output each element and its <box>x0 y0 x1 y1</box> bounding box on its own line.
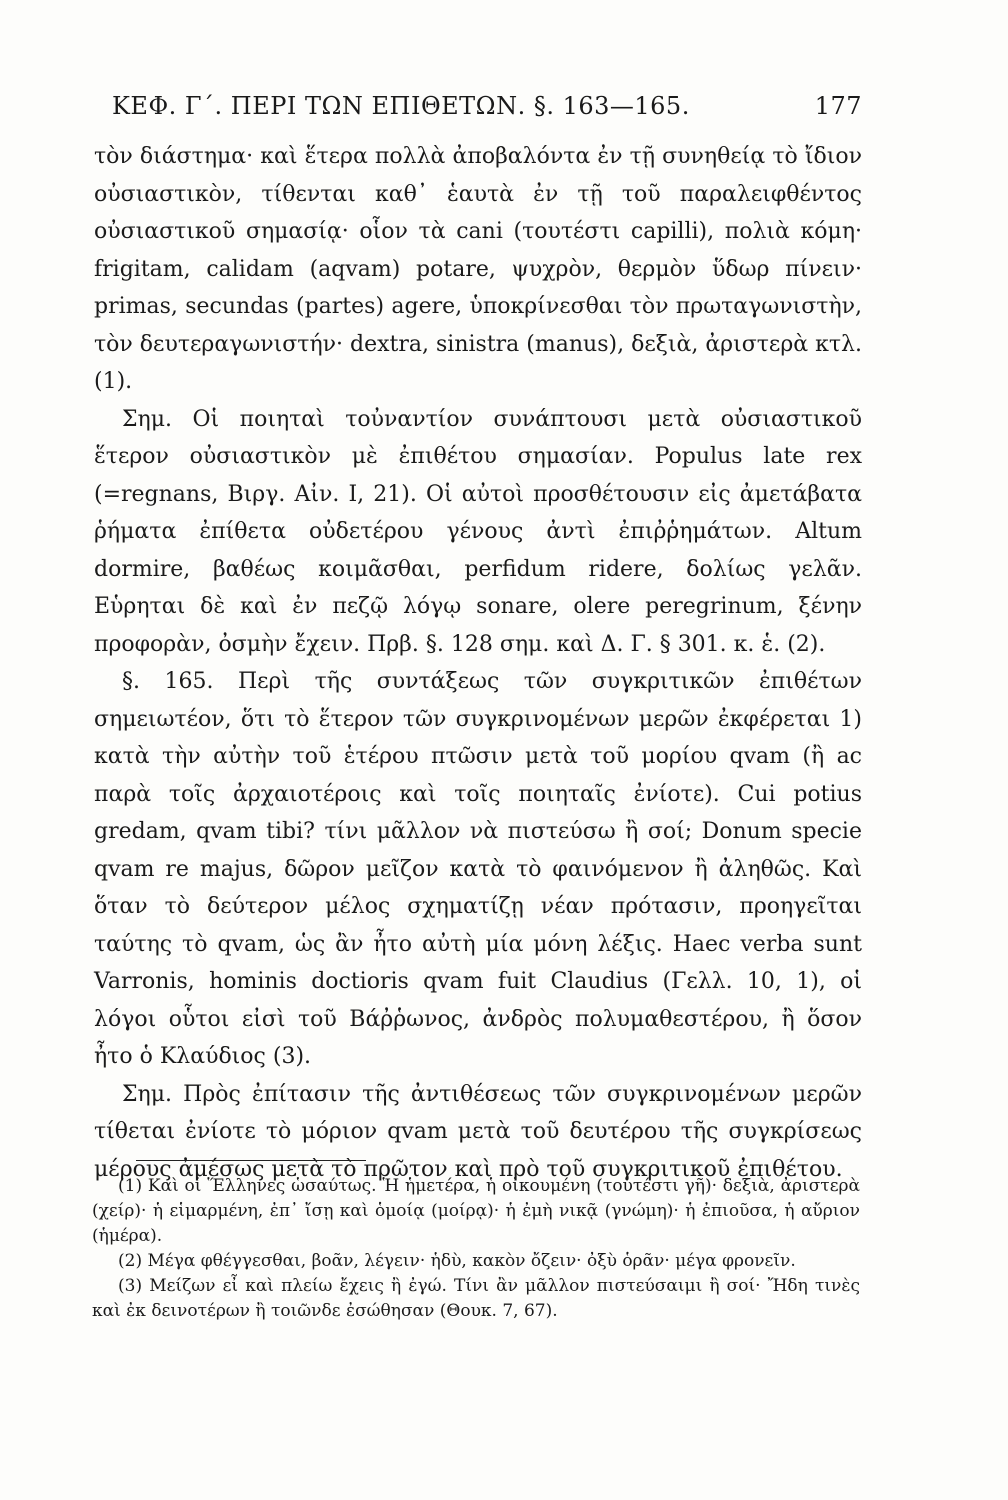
paragraph-continuation: τὸν διάστημα· καὶ ἕτερα πολλὰ ἀποβαλόντα ἐν τῇ συνηθείᾳ τὸ ἴδιον οὐσιαστικὸν, τίθενται καθ᾽ ἑαυτὰ ἐν τῇ τοῦ παραλειφθέντος οὐσιαστικοῦ σημασίᾳ· οἷον τὰ cani (τουτέστι capilli), πολιὰ κόμη· frigitam, calidam (aqvam) potare, ψυχρὸν, θερμὸν ὕδωρ πίνειν· primas, secundas (partes) agere, ὑποκρίνεσθαι τὸν πρωταγωνιστὴν, τὸν δευτεραγωνιστήν· dextra, sinistra (manus), δεξιὰ, ἀριστερὰ κτλ. (1). <box>94 144 862 394</box>
running-title: ΚΕΦ. Γ΄. ΠΕΡΙ ΤΩΝ ΕΠΙΘΕΤΩΝ. §. 163—165. <box>112 92 690 120</box>
paragraph-note-qvam: Σημ. Πρὸς ἐπίτασιν τῆς ἀντιθέσεως τῶν συγκρινομένων μερῶν τίθεται ἐνίοτε τὸ μόριον qvam μετὰ τοῦ δευτέρου τῆς συγκρίσεως μέρους ἀμέσως μετὰ τὸ πρῶτον καὶ πρὸ τοῦ συγκριτικοῦ ἐπιθέτου. <box>94 1081 862 1182</box>
page-header <box>92 92 862 132</box>
book-page <box>92 86 882 1386</box>
footnote-divider <box>136 1160 366 1161</box>
page-number: 177 <box>814 92 862 120</box>
footnotes <box>92 1174 860 1324</box>
main-text <box>94 138 862 1188</box>
paragraph-section-165: §. 165. Περὶ τῆς συντάξεως τῶν συγκριτικῶν ἐπιθέτων σημειωτέον, ὅτι τὸ ἕτερον τῶν συγκρινομένων μερῶν ἐκφέρεται 1) κατὰ τὴν αὐτὴν τοῦ ἑτέρου πτῶσιν μετὰ τοῦ μορίου qvam (ἢ ac παρὰ τοῖς ἀρχαιοτέροις καὶ τοῖς ποιηταῖς ἐνίοτε). Cui potius gredam, qvam tibi? τίνι μᾶλλον νὰ πιστεύσω ἢ σοί; Donum specie qvam re majus, δῶρον μεῖζον κατὰ τὸ φαινόμενον ἢ ἀληθῶς. Καὶ ὅταν τὸ δεύτερον μέλος σχηματίζῃ νέαν πρότασιν, προηγεῖται ταύτης τὸ qvam, ὡς ἂν ἦτο αὐτὴ μία μόνη λέξις. Haec verba sunt Varronis, hominis doctioris qvam fuit Claudius (Γελλ. 10, 1), οἱ λόγοι οὗτοι εἰσὶ τοῦ Βάῤῥωνος, ἀνδρὸς πολυμαθεστέρου, ἢ ὅσον ἦτο ὁ Κλαύδιος (3). <box>94 669 862 1069</box>
footnote-3: (3) Μείζων εἶ καὶ πλείω ἔχεις ἢ ἐγώ. Τίνι ἂν μᾶλλον πιστεύσαιμι ἢ σοί· Ἤδη τινὲς καὶ ἐκ δεινοτέρων ἢ τοιῶνδε ἐσώθησαν (Θουκ. 7, 67). <box>92 1276 860 1321</box>
paragraph-note-poets: Σημ. Οἱ ποιηταὶ τοὐναντίον συνάπτουσι μετὰ οὐσιαστικοῦ ἕτερον οὐσιαστικὸν μὲ ἐπιθέτου σημασίαν. Populus late rex (=regnans, Βιργ. Αἰν. I, 21). Οἱ αὐτοὶ προσθέτουσιν εἰς ἀμετάβατα ῥήματα ἐπίθετα οὐδετέρου γένους ἀντὶ ἐπιῤῥημάτων. Altum dormire, βαθέως κοιμᾶσθαι, perfidum ridere, δολίως γελᾶν. Εὑρηται δὲ καὶ ἐν πεζῷ λόγῳ sonare, olere peregrinum, ξένην προφορὰν, ὀσμὴν ἔχειν. Πρβ. §. 128 σημ. καὶ Δ. Γ. § 301. κ. ἑ. (2). <box>94 406 862 657</box>
footnote-1: (1) Καὶ οἱ Ἕλληνες ὡσαύτως. Ἡ ἡμετέρα, ἡ οἰκουμένη (τουτέστι γῆ)· δεξιὰ, ἀριστερὰ (χείρ)· ἡ εἱμαρμένη, ἐπ᾽ ἴσῃ καὶ ὁμοίᾳ (μοίρᾳ)· ἡ ἐμὴ νικᾷ (γνώμη)· ἡ ἐπιοῦσα, ἡ αὔριον (ἡμέρα). <box>92 1176 860 1246</box>
footnote-2: (2) Μέγα φθέγγεσθαι, βοᾶν, λέγειν· ἡδὺ, κακὸν ὄζειν· ὀξὺ ὁρᾶν· μέγα φρονεῖν. <box>118 1251 796 1271</box>
